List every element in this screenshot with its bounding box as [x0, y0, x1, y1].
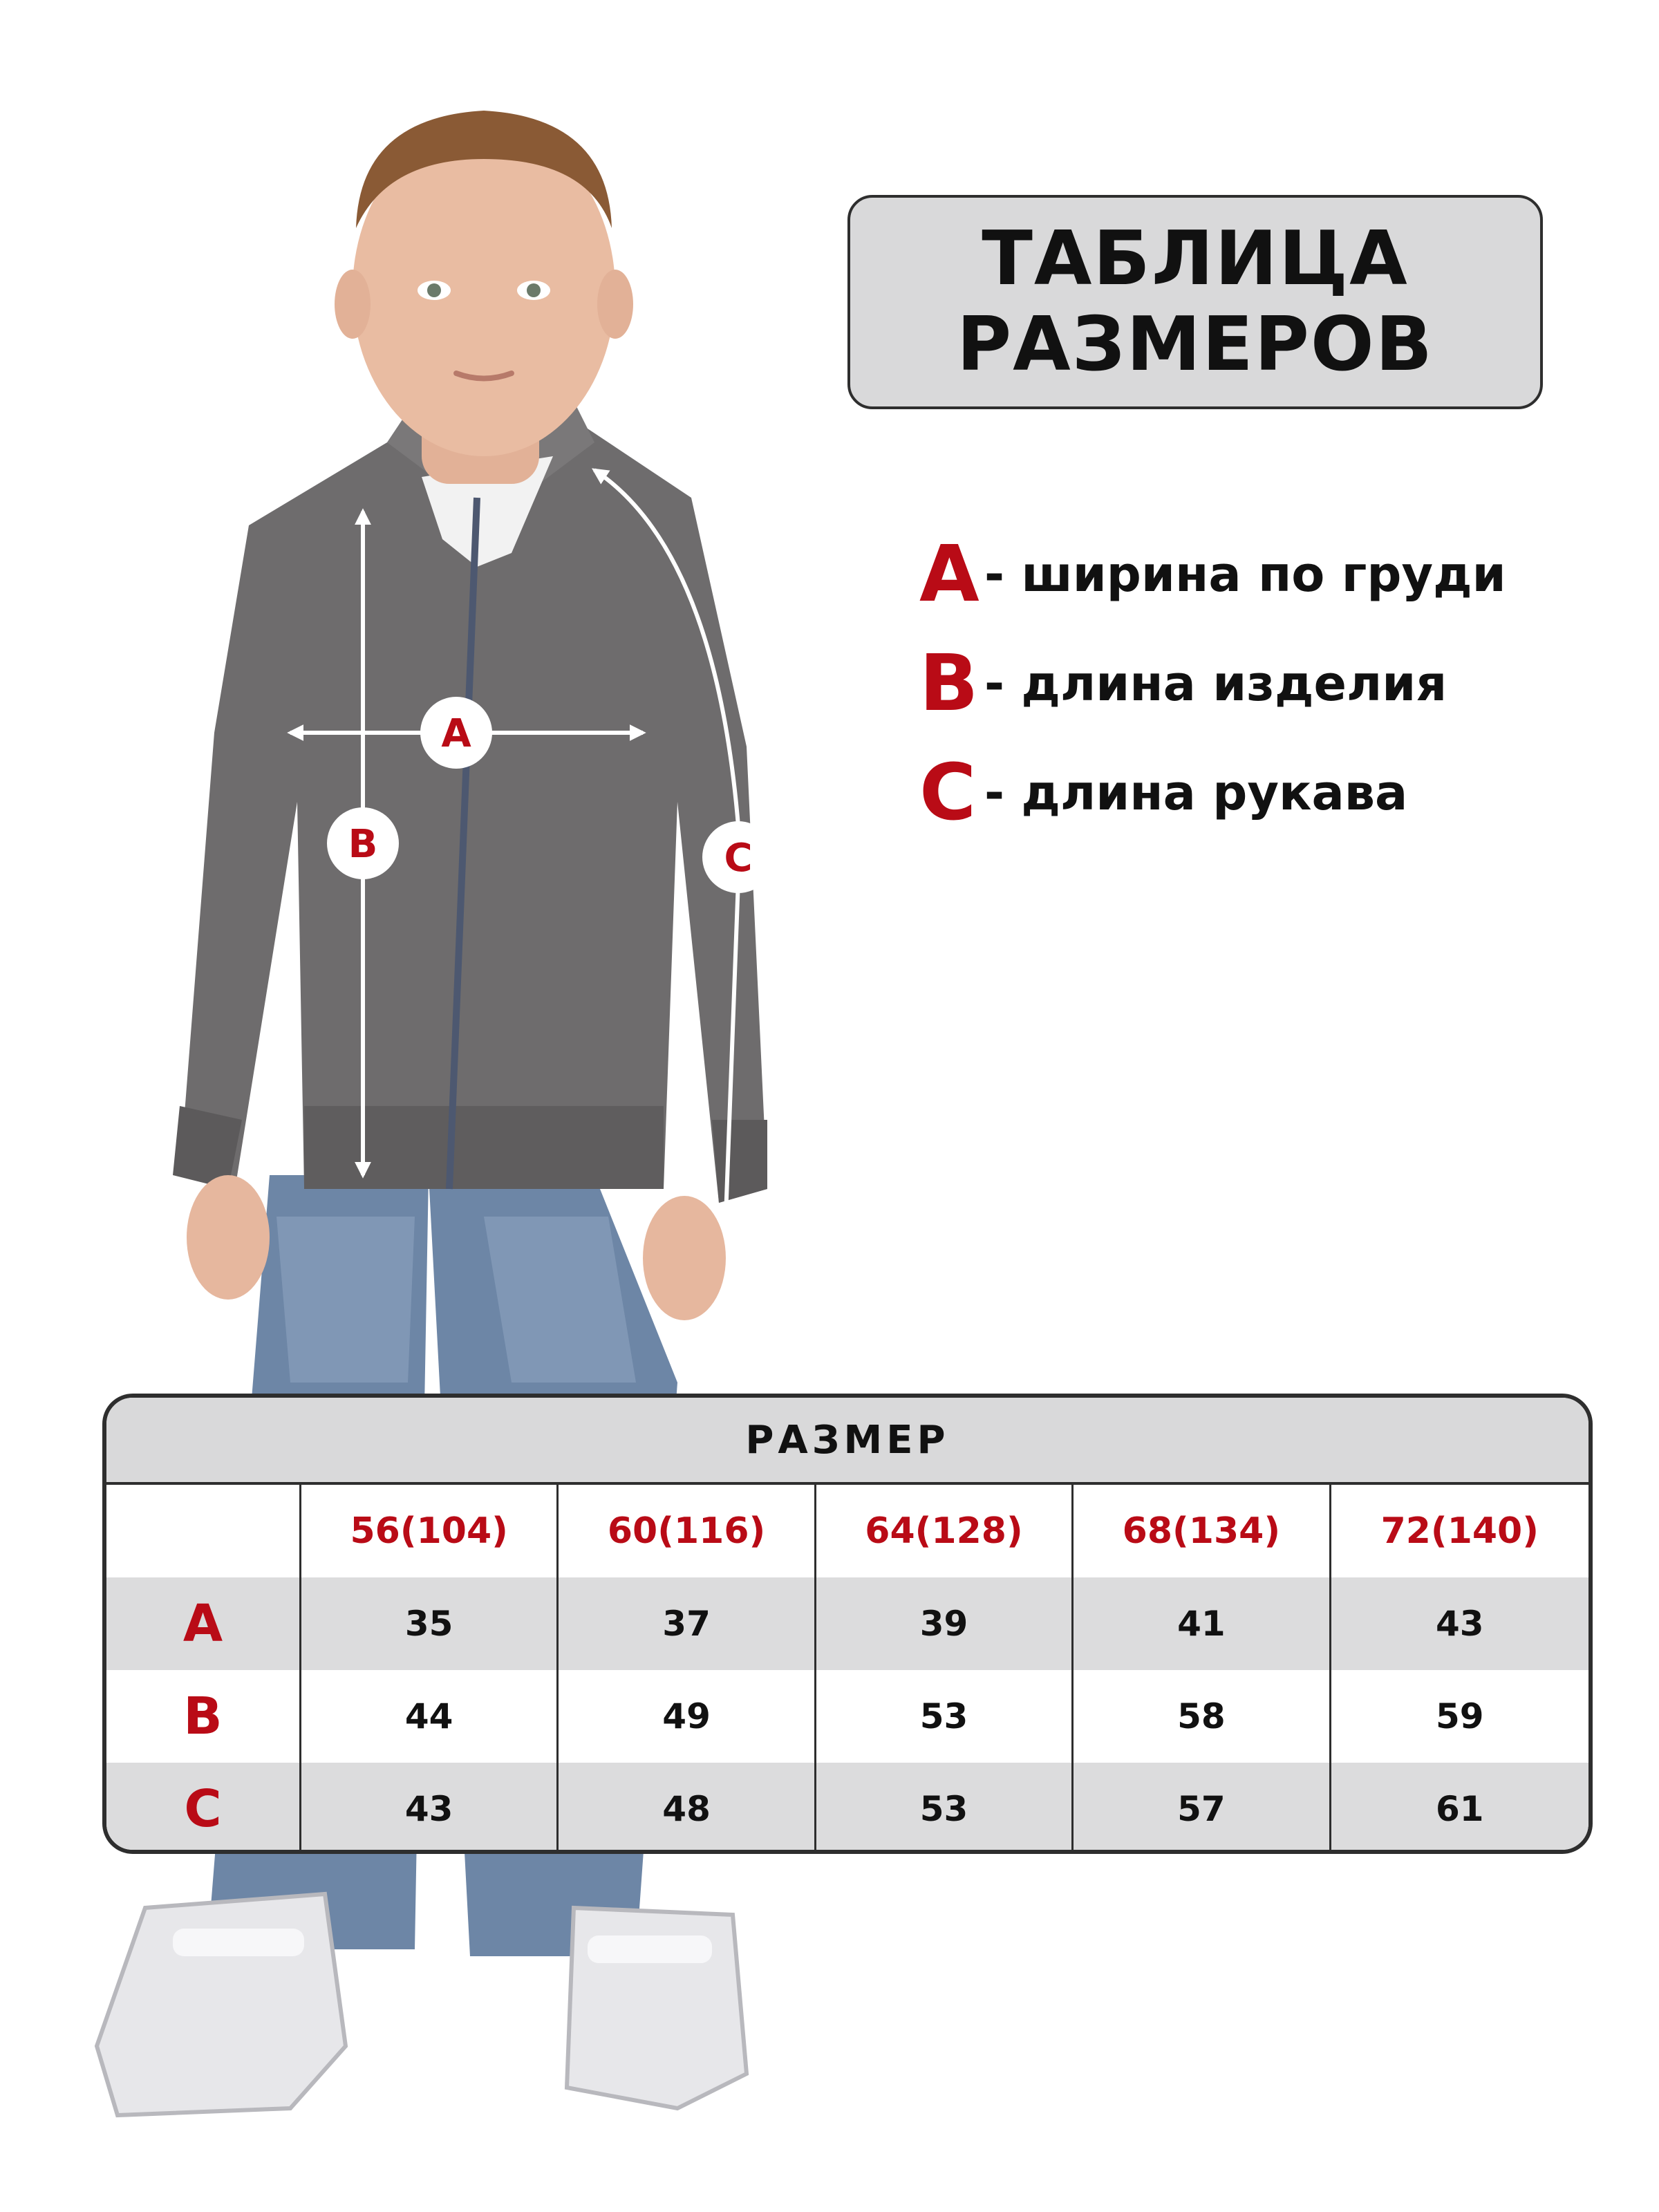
legend-letter-a: A: [919, 529, 980, 619]
size-table: [102, 1394, 1593, 1854]
legend-letter-b: B: [919, 639, 979, 729]
legend-item-c: [919, 738, 1506, 847]
jacket: [173, 387, 767, 1203]
row-label-c: C: [106, 1763, 301, 1854]
table-cell: 59: [1435, 1696, 1484, 1736]
marker-a: [420, 697, 492, 769]
table-cell: 48: [559, 1763, 816, 1854]
table-cell: 58: [1074, 1670, 1331, 1763]
table-cell: 35: [301, 1577, 559, 1670]
corner-cell: [106, 1485, 301, 1577]
table-cell: 37: [559, 1577, 816, 1670]
child-head: [335, 111, 633, 484]
size-column-header: 56(104): [301, 1485, 559, 1577]
size-column-header: 72(140): [1380, 1510, 1539, 1552]
size-column-header: 60(116): [559, 1485, 816, 1577]
table-header: [106, 1398, 1588, 1485]
title-box: [847, 195, 1543, 409]
legend-text-c: - длина рукава: [984, 765, 1408, 821]
table-cell: 53: [816, 1763, 1074, 1854]
marker-c-label: C: [724, 836, 753, 881]
table-cell: 43: [1331, 1577, 1588, 1670]
table-cell: 49: [559, 1670, 816, 1763]
legend-item-a: [919, 520, 1506, 629]
measurement-legend: [919, 520, 1506, 847]
table-cell: 61: [1331, 1763, 1588, 1854]
row-label-a: A: [106, 1577, 301, 1670]
table-header-label: РАЗМЕР: [745, 1417, 950, 1463]
table-cell: 39: [816, 1577, 1074, 1670]
marker-c: [702, 821, 774, 893]
legend-text-a: - ширина по груди: [984, 546, 1506, 603]
title-line-2: РАЗМЕРОВ: [957, 301, 1434, 388]
size-column-header: 68(134): [1074, 1485, 1331, 1577]
legend-letter-c: C: [919, 748, 977, 838]
row-label-b: B: [106, 1670, 301, 1763]
table-cell: 57: [1074, 1763, 1331, 1854]
legend-item-b: [919, 629, 1506, 738]
table-cell: 41: [1074, 1577, 1331, 1670]
size-column-header: 64(128): [816, 1485, 1074, 1577]
table-cell: 53: [816, 1670, 1074, 1763]
table-cell: 43: [301, 1763, 559, 1854]
marker-b: [327, 807, 399, 879]
table-grid: [106, 1485, 1588, 1854]
marker-b-label: B: [348, 822, 378, 867]
sneakers: [97, 1894, 747, 2115]
legend-text-b: - длина изделия: [984, 655, 1447, 712]
title-line-1: ТАБЛИЦА: [982, 216, 1409, 302]
table-cell: 44: [301, 1670, 559, 1763]
marker-a-label: A: [441, 711, 471, 756]
